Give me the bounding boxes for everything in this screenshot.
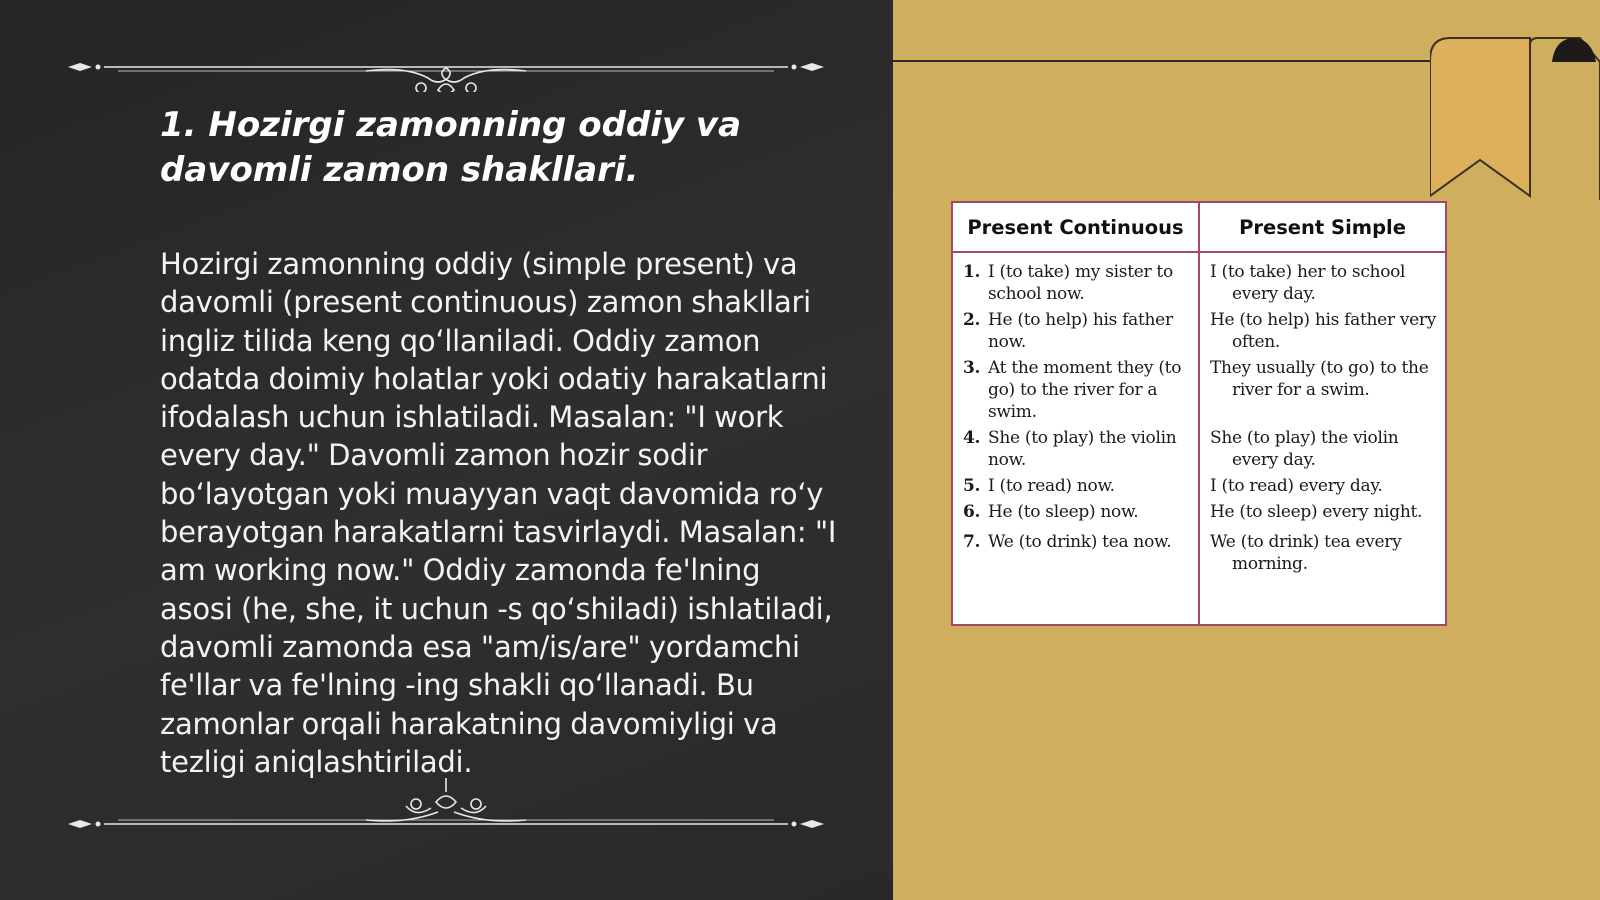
item-number: 4. <box>963 428 981 448</box>
item-number: 3. <box>963 358 981 378</box>
list-item <box>963 427 1192 471</box>
slide-title: 1. Hozirgi zamonning oddiy va davomli zamon shakllari. <box>160 105 742 190</box>
item-number: 7. <box>963 532 981 552</box>
header-present-continuous: Present Continuous <box>953 203 1199 252</box>
tense-exercise-table <box>951 201 1447 626</box>
bottom-ornament-divider <box>66 778 826 828</box>
simple-sentence: He (to help) his father very often. <box>1210 310 1437 352</box>
continuous-sentence: At the moment they (to go) to the river for a swim. <box>988 358 1182 422</box>
list-item <box>1210 309 1439 353</box>
item-number: 1. <box>963 262 981 282</box>
tense-table <box>953 203 1445 624</box>
simple-sentence: She (to play) the violin every day. <box>1210 428 1399 470</box>
continuous-sentence: I (to take) my sister to school now. <box>988 262 1173 304</box>
frame-line <box>892 60 1440 62</box>
slide-body-text: Hozirgi zamonning oddiy (simple present) va davomli (present continuous) zamon shakllari ingliz tilida keng qo‘llaniladi. Oddiy zamon odatda doimiy holatlar yoki odatiy harakatlarni ifodalash uchun ishlatiladi. Masalan: "I work every day." Davomli zamon hozir sodir bo‘layotgan yoki muayyan vaqt davomida ro‘y berayotgan harakatlarni tasvirlaydi. Masalan: "I am working now." Oddiy zamonda fe'lning asosi (he, she, it uchun -s qo‘shiladi) ishlatiladi, davomli zamonda esa "am/is/are" yordamchi fe'llar va fe'lning -ing shakli qo‘llanadi. Bu zamonlar orqali harakatning davomiyligi va tezligi aniqlashtiriladi. <box>160 247 837 779</box>
continuous-sentence: I (to read) now. <box>988 476 1115 496</box>
list-item <box>963 309 1192 353</box>
simple-column <box>1199 252 1445 624</box>
continuous-sentence: He (to sleep) now. <box>988 502 1139 522</box>
table-body-row <box>953 252 1445 624</box>
list-item <box>1210 501 1439 523</box>
item-number: 6. <box>963 502 981 522</box>
list-item <box>1210 475 1439 497</box>
top-ornament-divider <box>66 42 826 92</box>
continuous-sentence: She (to play) the violin now. <box>988 428 1177 470</box>
list-item <box>1210 427 1439 471</box>
item-number: 5. <box>963 476 981 496</box>
continuous-list <box>953 253 1198 575</box>
simple-sentence: I (to read) every day. <box>1210 476 1383 496</box>
simple-sentence: I (to take) her to school every day. <box>1210 262 1406 304</box>
simple-sentence: They usually (to go) to the river for a swim. <box>1210 358 1429 400</box>
list-item <box>1210 357 1439 423</box>
list-item <box>963 501 1192 523</box>
list-item <box>963 531 1192 575</box>
list-item <box>1210 531 1439 575</box>
list-item <box>963 475 1192 497</box>
list-item <box>1210 261 1439 305</box>
bookmark-icon <box>1430 0 1600 200</box>
list-item <box>963 261 1192 305</box>
table-header-row <box>953 203 1445 252</box>
continuous-sentence: He (to help) his father now. <box>988 310 1173 352</box>
header-present-simple: Present Simple <box>1199 203 1445 252</box>
item-number: 2. <box>963 310 981 330</box>
simple-sentence: We (to drink) tea every morning. <box>1210 532 1402 574</box>
simple-sentence: He (to sleep) every night. <box>1210 502 1423 522</box>
continuous-column <box>953 252 1199 624</box>
list-item <box>963 357 1192 423</box>
simple-list <box>1200 253 1445 575</box>
continuous-sentence: We (to drink) tea now. <box>988 532 1172 552</box>
